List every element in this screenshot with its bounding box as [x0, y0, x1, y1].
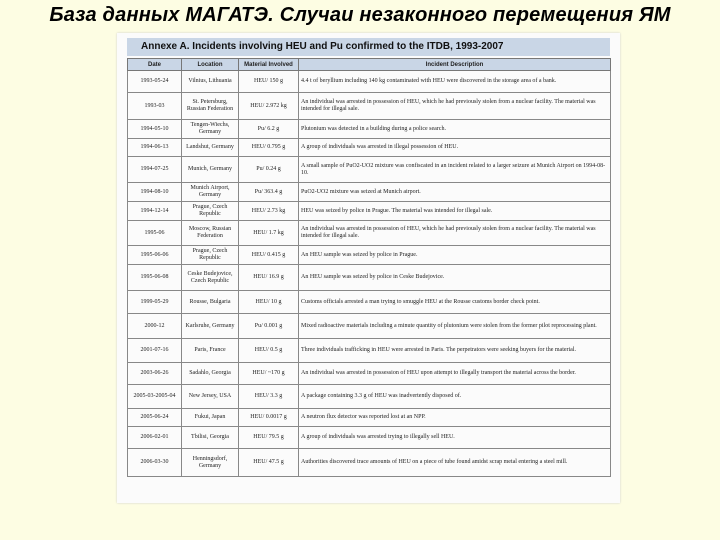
cell-date: 1995-06-08 — [128, 265, 182, 291]
cell-description: A group of individuals was arrested trying to illegally sell HEU. — [299, 427, 611, 449]
cell-date: 2003-06-26 — [128, 363, 182, 385]
cell-location: Tbilisi, Georgia — [182, 427, 239, 449]
cell-date: 1993-03 — [128, 93, 182, 120]
table-row — [128, 363, 611, 385]
table-row — [128, 139, 611, 157]
incidents-table — [127, 58, 611, 477]
slide-title: База данных МАГАТЭ. Случаи незаконного перемещения ЯМ — [49, 4, 671, 26]
cell-date: 2001-07-16 — [128, 339, 182, 363]
cell-location: Sadahlo, Georgia — [182, 363, 239, 385]
table-header-row — [128, 59, 611, 71]
cell-material: HEU/ 47.5 g — [239, 449, 299, 477]
cell-material: HEU/ 16.9 g — [239, 265, 299, 291]
table-row — [128, 427, 611, 449]
cell-location: Prague, Czech Republic — [182, 246, 239, 265]
cell-date: 1999-05-29 — [128, 291, 182, 314]
cell-date: 1994-05-10 — [128, 120, 182, 139]
table-row — [128, 265, 611, 291]
annex-title: Annexe A. Incidents involving HEU and Pu confirmed to the ITDB, 1993-2007 — [127, 38, 610, 56]
cell-material: HEU/ 3.3 g — [239, 385, 299, 409]
cell-location: Munich, Germany — [182, 157, 239, 183]
cell-location: Tengen-Wiechs, Germany — [182, 120, 239, 139]
column-header-location: Location — [182, 59, 239, 71]
cell-material: HEU/ 0.795 g — [239, 139, 299, 157]
cell-location: Fukui, Japan — [182, 409, 239, 427]
cell-location: Vilnius, Lithuania — [182, 71, 239, 93]
table-row — [128, 314, 611, 339]
cell-description: A group of individuals was arrested in illegal possession of HEU. — [299, 139, 611, 157]
cell-material: HEU/ 150 g — [239, 71, 299, 93]
cell-description: An individual was arrested in possession of HEU, which he had previously stolen from a nuclear facility. The material was intended for illegal sale. — [299, 221, 611, 246]
column-header-material: Material Involved — [239, 59, 299, 71]
cell-location: St. Petersburg, Russian Federation — [182, 93, 239, 120]
cell-description: Customs officials arrested a man trying to smuggle HEU at the Rousse customs border check point. — [299, 291, 611, 314]
cell-date: 1994-07-25 — [128, 157, 182, 183]
cell-material: HEU/ 0.415 g — [239, 246, 299, 265]
table-row — [128, 71, 611, 93]
cell-date: 1994-06-13 — [128, 139, 182, 157]
cell-date: 1994-12-14 — [128, 202, 182, 221]
cell-location: Moscow, Russian Federation — [182, 221, 239, 246]
cell-material: HEU/ 79.5 g — [239, 427, 299, 449]
cell-date: 1993-05-24 — [128, 71, 182, 93]
cell-description: Plutonium was detected in a building during a police search. — [299, 120, 611, 139]
cell-material: HEU/ 1.7 kg — [239, 221, 299, 246]
cell-date: 1995-06-06 — [128, 246, 182, 265]
cell-description: A small sample of PuO2-UO2 mixture was confiscated in an incident related to a larger seizure at Munich Airport on 1994-08-10. — [299, 157, 611, 183]
column-header-date: Date — [128, 59, 182, 71]
cell-description: 4.4 t of beryllium including 140 kg contaminated with HEU were discovered in the storage area of a bank. — [299, 71, 611, 93]
column-header-description: Incident Description — [299, 59, 611, 71]
cell-date: 1995-06 — [128, 221, 182, 246]
table-row — [128, 449, 611, 477]
cell-location: Munich Airport, Germany — [182, 183, 239, 202]
cell-location: Paris, France — [182, 339, 239, 363]
cell-description: A package containing 3.3 g of HEU was inadvertently disposed of. — [299, 385, 611, 409]
cell-material: Pu/ 0.24 g — [239, 157, 299, 183]
table-row — [128, 385, 611, 409]
cell-material: HEU/ 2.972 kg — [239, 93, 299, 120]
cell-date: 1994-08-10 — [128, 183, 182, 202]
cell-material: Pu/ 0.001 g — [239, 314, 299, 339]
cell-material: HEU/ ~170 g — [239, 363, 299, 385]
table-row — [128, 409, 611, 427]
cell-date: 2005-06-24 — [128, 409, 182, 427]
cell-description: An HEU sample was seized by police in Prague. — [299, 246, 611, 265]
cell-description: Three individuals trafficking in HEU were arrested in Paris. The perpetrators were seeking buyers for the material. — [299, 339, 611, 363]
cell-material: HEU/ 0.0017 g — [239, 409, 299, 427]
cell-description: PuO2-UO2 mixture was seized at Munich airport. — [299, 183, 611, 202]
table-row — [128, 157, 611, 183]
cell-description: HEU was seized by police in Prague. The material was intended for illegal sale. — [299, 202, 611, 221]
table-row — [128, 202, 611, 221]
cell-material: HEU/ 10 g — [239, 291, 299, 314]
document-scan — [117, 33, 620, 503]
cell-description: Mixed radioactive materials including a minute quantity of plutonium were stolen from the former pilot reprocessing plant. — [299, 314, 611, 339]
cell-date: 2000-12 — [128, 314, 182, 339]
cell-material: Pu/ 363.4 g — [239, 183, 299, 202]
cell-material: HEU/ 2.73 kg — [239, 202, 299, 221]
table-row — [128, 93, 611, 120]
table-row — [128, 246, 611, 265]
cell-material: Pu/ 6.2 g — [239, 120, 299, 139]
cell-material: HEU/ 0.5 g — [239, 339, 299, 363]
cell-location: Karlsruhe, Germany — [182, 314, 239, 339]
table-row — [128, 120, 611, 139]
cell-location: Prague, Czech Republic — [182, 202, 239, 221]
cell-description: An HEU sample was seized by police in Ceske Budejovice. — [299, 265, 611, 291]
cell-date: 2006-02-01 — [128, 427, 182, 449]
cell-location: Ceske Budejovice, Czech Republic — [182, 265, 239, 291]
cell-description: An individual was arrested in possession of HEU upon attempt to illegally transport the material across the border. — [299, 363, 611, 385]
cell-description: An individual was arrested in possession of HEU, which he had previously stolen from a nuclear facility. The material was intended for illegal sale. — [299, 93, 611, 120]
table-row — [128, 183, 611, 202]
cell-date: 2005-03-2005-04 — [128, 385, 182, 409]
cell-location: Rousse, Bulgaria — [182, 291, 239, 314]
cell-location: Henningsdorf, Germany — [182, 449, 239, 477]
cell-description: Authorities discovered trace amounts of HEU on a piece of tube found amidst scrap metal entering a steel mill. — [299, 449, 611, 477]
table-row — [128, 291, 611, 314]
table-row — [128, 339, 611, 363]
cell-description: A neutron flux detector was reported lost at an NPP. — [299, 409, 611, 427]
cell-location: New Jersey, USA — [182, 385, 239, 409]
table-row — [128, 221, 611, 246]
cell-date: 2006-03-30 — [128, 449, 182, 477]
cell-location: Landshut, Germany — [182, 139, 239, 157]
